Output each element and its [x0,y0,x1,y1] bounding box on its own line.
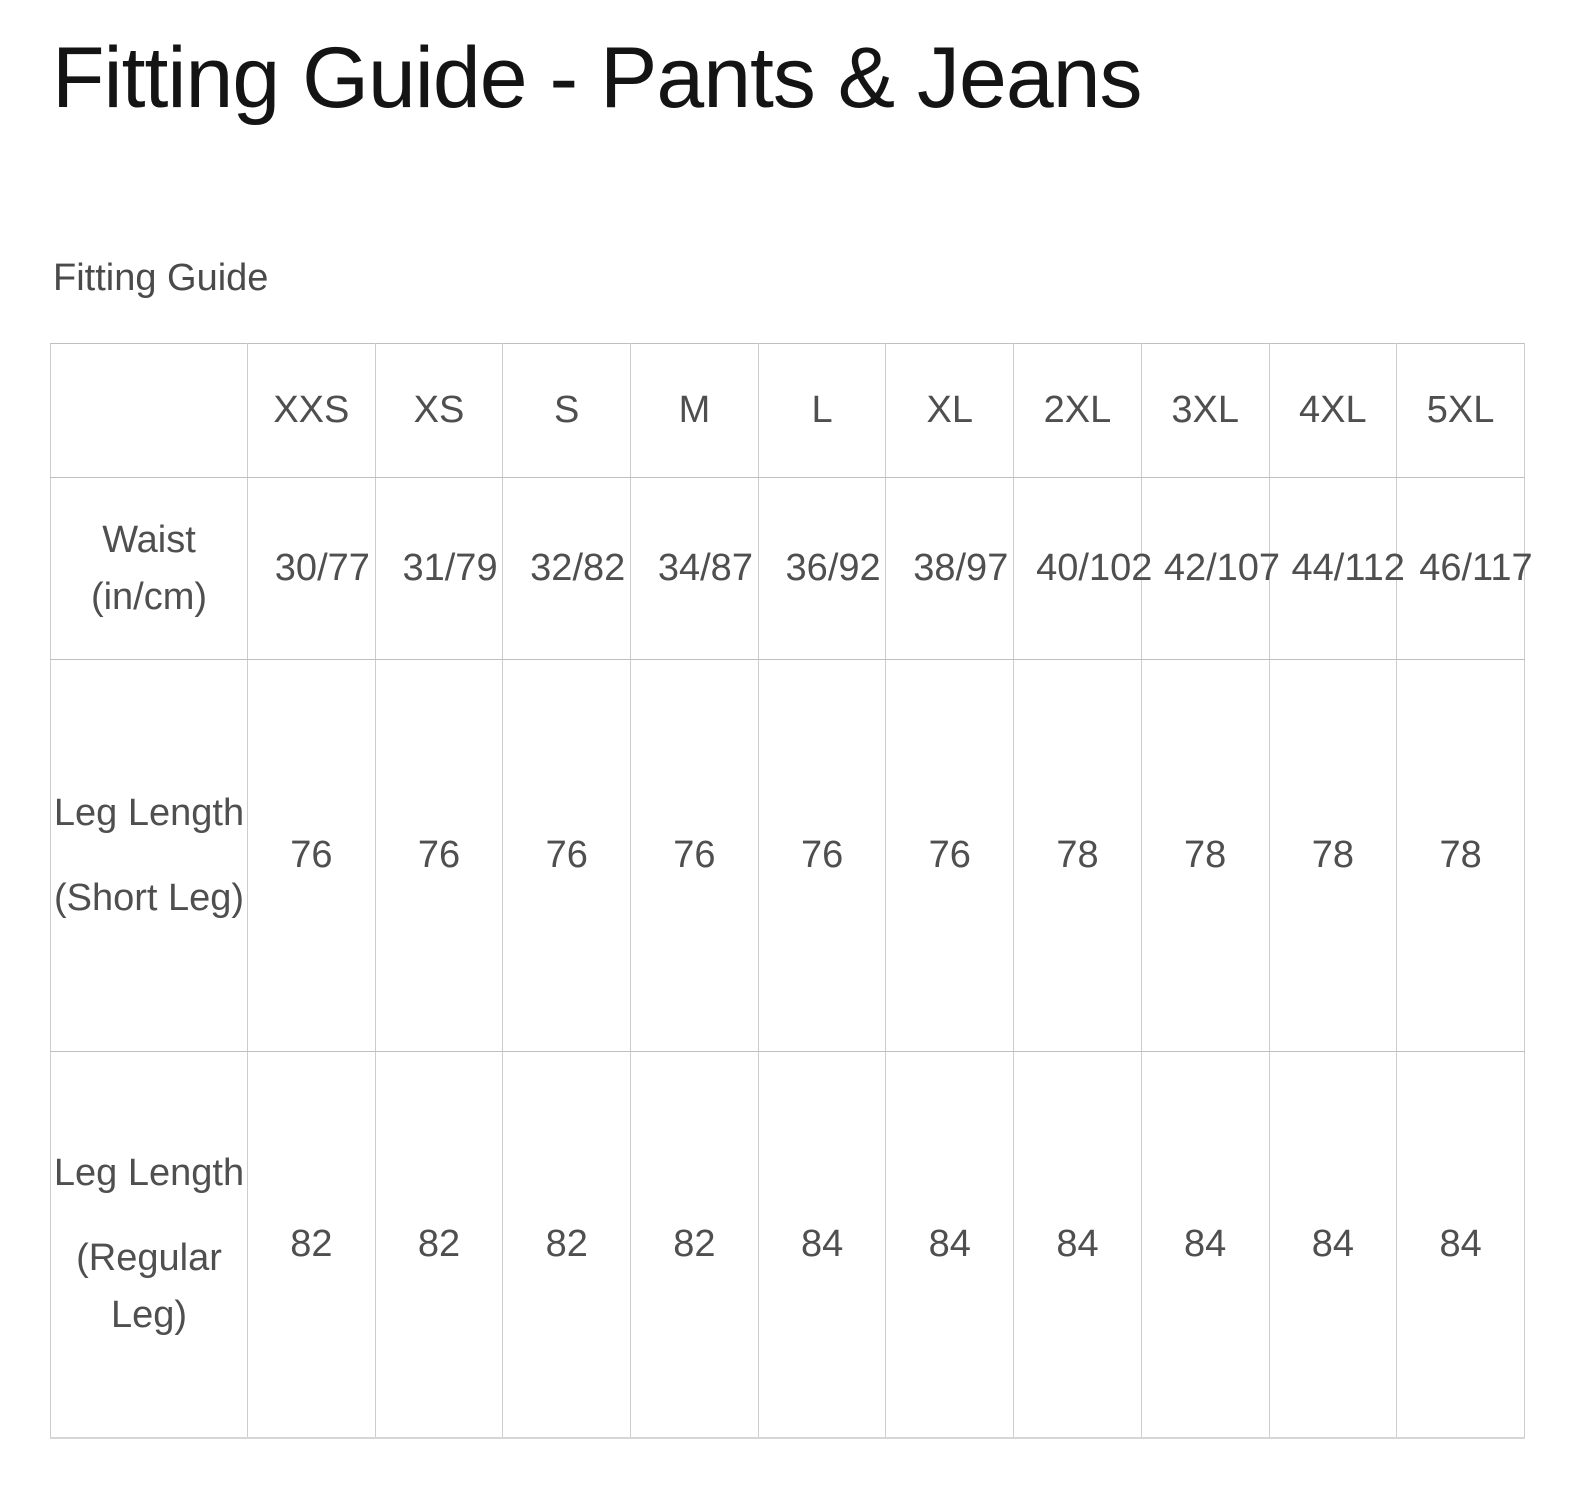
size-header-s: S [503,344,631,478]
row-label-text: Waist (in/cm) [90,518,208,618]
size-header-xxs: XXS [248,344,376,478]
table-row-leg-length-short [51,660,1525,1052]
regular-leg-cell-5xl: 84 [1397,1052,1525,1438]
waist-cell-xl: 38/97 [886,478,1014,660]
short-leg-cell-xxs: 76 [248,660,376,1052]
regular-leg-cell-l: 84 [758,1052,886,1438]
row-label-text: Leg Length [53,1151,245,1194]
size-header-row [51,344,1525,478]
size-header-2xl: 2XL [1014,344,1142,478]
table-row-leg-length-regular [51,1052,1525,1438]
short-leg-cell-xs: 76 [375,660,503,1052]
short-leg-cell-3xl: 78 [1141,660,1269,1052]
table-row-waist [51,478,1525,660]
short-leg-cell-l: 76 [758,660,886,1052]
regular-leg-cell-2xl: 84 [1014,1052,1142,1438]
waist-cell-s: 32/82 [503,478,631,660]
size-header-l: L [758,344,886,478]
row-label-text: (Regular Leg) [76,1236,222,1336]
fitting-guide-table [50,343,1533,1439]
waist-cell-2xl: 40/102 [1014,478,1142,660]
section-heading: Fitting Guide [53,257,269,299]
short-leg-cell-4xl: 78 [1269,660,1397,1052]
short-leg-cell-2xl: 78 [1014,660,1142,1052]
size-header-m: M [631,344,759,478]
waist-cell-m: 34/87 [631,478,759,660]
size-header-xl: XL [886,344,1014,478]
row-label-text: (Short Leg) [53,876,245,919]
regular-leg-cell-xl: 84 [886,1052,1014,1438]
waist-cell-4xl: 44/112 [1269,478,1397,660]
waist-cell-xxs: 30/77 [248,478,376,660]
short-leg-cell-m: 76 [631,660,759,1052]
short-leg-cell-5xl: 78 [1397,660,1525,1052]
row-label-text: Leg Length [53,791,245,834]
row-label-waist [51,478,248,660]
size-header-5xl: 5XL [1397,344,1525,478]
row-label-leg-length-short [51,660,248,1052]
waist-cell-5xl: 46/117 [1397,478,1525,660]
page-title: Fitting Guide - Pants & Jeans [52,30,1142,126]
size-header-4xl: 4XL [1269,344,1397,478]
regular-leg-cell-m: 82 [631,1052,759,1438]
row-label-leg-length-regular [51,1052,248,1438]
short-leg-cell-s: 76 [503,660,631,1052]
regular-leg-cell-4xl: 84 [1269,1052,1397,1438]
waist-cell-xs: 31/79 [375,478,503,660]
regular-leg-cell-xs: 82 [375,1052,503,1438]
waist-cell-l: 36/92 [758,478,886,660]
short-leg-cell-xl: 76 [886,660,1014,1052]
regular-leg-cell-s: 82 [503,1052,631,1438]
size-header-3xl: 3XL [1141,344,1269,478]
regular-leg-cell-3xl: 84 [1141,1052,1269,1438]
size-header-xs: XS [375,344,503,478]
corner-cell [51,344,248,478]
waist-cell-3xl: 42/107 [1141,478,1269,660]
regular-leg-cell-xxs: 82 [248,1052,376,1438]
